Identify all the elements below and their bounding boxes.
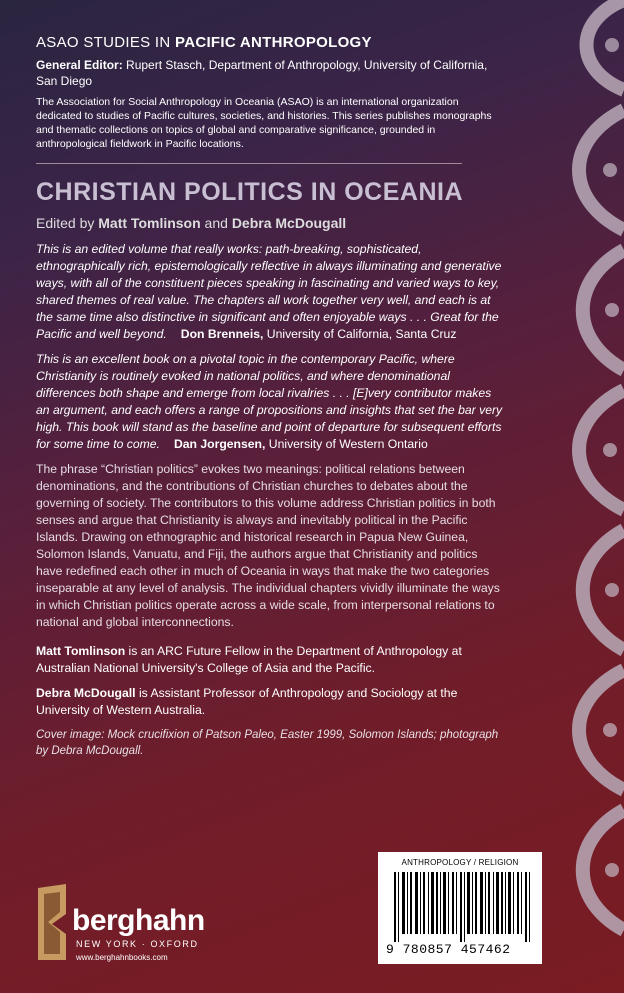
publisher-url: www.berghahnbooks.com [76, 953, 168, 962]
cover-credit: Cover image: Mock crucifixion of Patson Paleo, Easter 1999, Solomon Islands; photograph by Debra McDougall. [36, 729, 499, 757]
general-editor: General Editor: Rupert Stasch, Department of Anthropology, University of California, San Diego [36, 58, 488, 88]
praise-quote: This is an excellent book on a pivotal topic in the contemporary Pacific, where Christianity is routinely evoked in national politics, and where denominational differences both shape and emerge from local rivalries . . . [E]very contributor makes an argument, and each offers a range of propositions and insights that set the bar very high. This book will stand as the baseline and point of departure for subsequent efforts for some time to come. Dan Jorgensen, University of Western Ontario [36, 352, 503, 451]
asao-description: The Association for Social Anthropology in Oceania (ASAO) is an international organization dedicated to studies of Pacific cultures, societies, and histories. This series publishes monographs and thematic collections on topics of global and comparative significance, grounded in anthropological fieldwork in Pacific locations. [36, 96, 492, 150]
maori-pattern-decoration [554, 0, 624, 993]
category-label: ANTHROPOLOGY / RELIGION [401, 858, 519, 867]
berghahn-logo-icon [36, 884, 70, 960]
publisher-city: NEW YORK · OXFORD [76, 939, 199, 949]
barcode-panel [378, 852, 542, 964]
editor-bio: Matt Tomlinson is an ARC Future Fellow in the Department of Anthropology at Australian National University's College of Asia and the Pacific. [36, 644, 462, 675]
publisher-name: berghahn [72, 904, 205, 937]
divider [36, 163, 462, 164]
book-title: CHRISTIAN POLITICS IN OCEANIA [36, 178, 464, 206]
editor-bio: Debra McDougall is Assistant Professor of Anthropology and Sociology at the University of Western Australia. [36, 686, 458, 717]
praise-quote: This is an edited volume that really works: path-breaking, sophisticated, ethnographically rich, epistemologically reflective in always illuminating and generative ways, with all of the constituent pieces speaking in fascinating and varied ways to key, shared themes of real value. The chapters all work together very well, and each is at the same time also distinctive in significant and often enjoyable ways . . . Great for the Pacific and well beyond. Don Brenneis, University of California, Santa Cruz [36, 242, 502, 341]
isbn-number: 9 780857 457462 [386, 942, 511, 957]
editors-line: Edited by Matt Tomlinson and Debra McDougall [36, 215, 347, 231]
barcode-icon [394, 872, 530, 942]
book-description: The phrase “Christian politics” evokes two meanings: political relations between denominations, and the contributions of Christian churches to debates about the governing of society. The contributors to this volume address Christian politics in both senses and argue that Christianity is always and inevitably political in the Pacific Islands. Drawing on ethnographic and historical research in Papua New Guinea, Solomon Islands, Vanuatu, and Fiji, the authors argue that Christianity and politics have redefined each other in much of Oceania in ways that make the two categories inseparable at any level of analysis. The individual chapters vividly illuminate the ways in which Christian politics operate across a wide scale, from interpersonal relations to national and global interconnections. [36, 462, 500, 629]
series-title: ASAO STUDIES IN PACIFIC ANTHROPOLOGY [36, 34, 372, 51]
back-cover-content [36, 34, 506, 759]
